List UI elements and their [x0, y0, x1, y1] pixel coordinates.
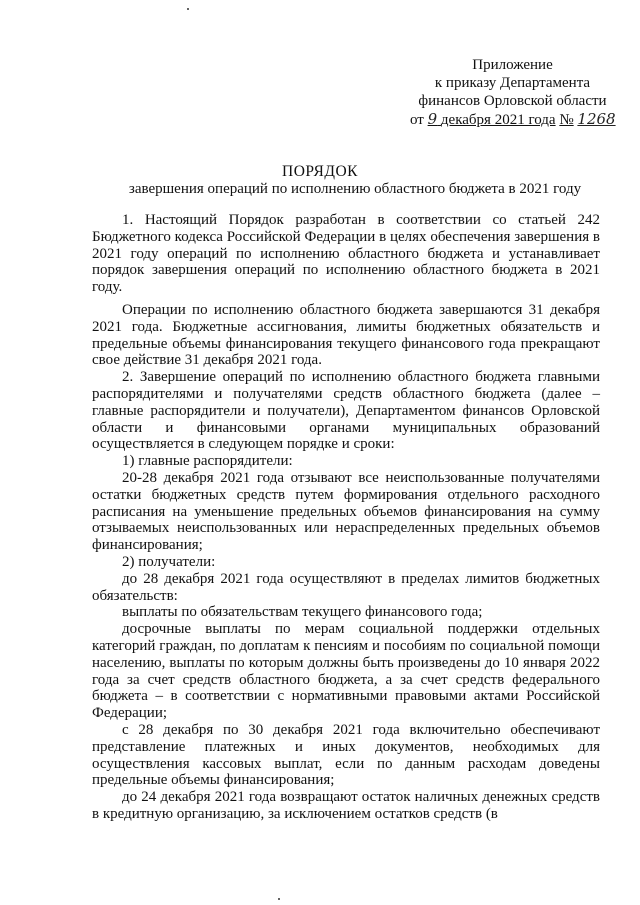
annex-date-line [400, 110, 625, 129]
paragraph: до 24 декабря 2021 года возвращают остаток наличных денежных средств в кредитную организацию, за исключением остатков средств (в [92, 789, 600, 822]
scan-speck [187, 8, 189, 10]
document-title: ПОРЯДОК [282, 163, 358, 180]
paragraph: до 28 декабря 2021 года осуществляют в пределах лимитов бюджетных обязательств: [92, 570, 600, 604]
annex-department: финансов Орловской области [418, 93, 607, 109]
paragraph: выплаты по обязательствам текущего финансового года; [122, 604, 483, 621]
paragraph: с 28 декабря по 30 декабря 2021 года включительно обеспечивают представление платежных и иных документов, необходимых для осуществления кассовых выплат, если по данным расходам доведены предельные объемы финансирования; [92, 721, 600, 789]
handwritten-day: 9 [427, 110, 438, 128]
document-subtitle: завершения операций по исполнению областного бюджета в 2021 году [128, 181, 582, 197]
annex-title: Приложение [472, 57, 553, 73]
annex-block [400, 56, 625, 129]
date-field [428, 112, 556, 128]
document-body [92, 212, 600, 823]
annex-order-ref: к приказу Департамента [434, 75, 591, 91]
number-sign: № [559, 112, 574, 128]
paragraph: досрочные выплаты по мерам социальной поддержки отдельных категорий граждан, по доплатам к пенсиям и пособиям по социальной помощи населению, выплаты по которым должны быть произведены до 10 января 2022 года за счет средств областного бюджета, а за счет средств федерального бюджета – в соответствии с нормативными правовыми актами Российской Федерации; [92, 621, 600, 722]
paragraph: 2. Завершение операций по исполнению областного бюджета главными распорядителями и получателями средств областного бюджета (далее – главные распорядители и получатели), Департаментом финансов Орловской области и финансовыми органами муниципальных образований осуществляется в следующем порядке и сроки: [92, 369, 600, 453]
paragraph: 1) главные распорядители: [122, 453, 293, 470]
scan-speck [278, 898, 280, 900]
handwritten-number: 1268 [577, 110, 616, 128]
paragraph: 20-28 декабря 2021 года отзывают все неиспользованные получателями остатки бюджетных средств путем формирования отдельного расходного расписания на уменьшение предельных объемов финансирования на сумму отзываемых неиспользованных или нераспределенных предельных объемов финансирования; [92, 469, 600, 554]
paragraph: 1. Настоящий Порядок разработан в соответствии со статьей 242 Бюджетного кодекса Российской Федерации в целях обеспечения завершения в 2021 году операций по исполнению областного бюджета и устанавливает порядок завершения операций по исполнению областного бюджета в 2021 году. [92, 212, 600, 296]
paragraph: 2) получатели: [122, 553, 216, 570]
date-prefix: от [410, 112, 424, 128]
paragraph: Операции по исполнению областного бюджета завершаются 31 декабря 2021 года. Бюджетные ассигнования, лимиты бюджетных обязательств и предельные объемы финансирования текущего финансового года прекращают свое действие 31 декабря 2021 года. [92, 301, 600, 369]
date-month-year: декабря 2021 года [440, 112, 556, 128]
